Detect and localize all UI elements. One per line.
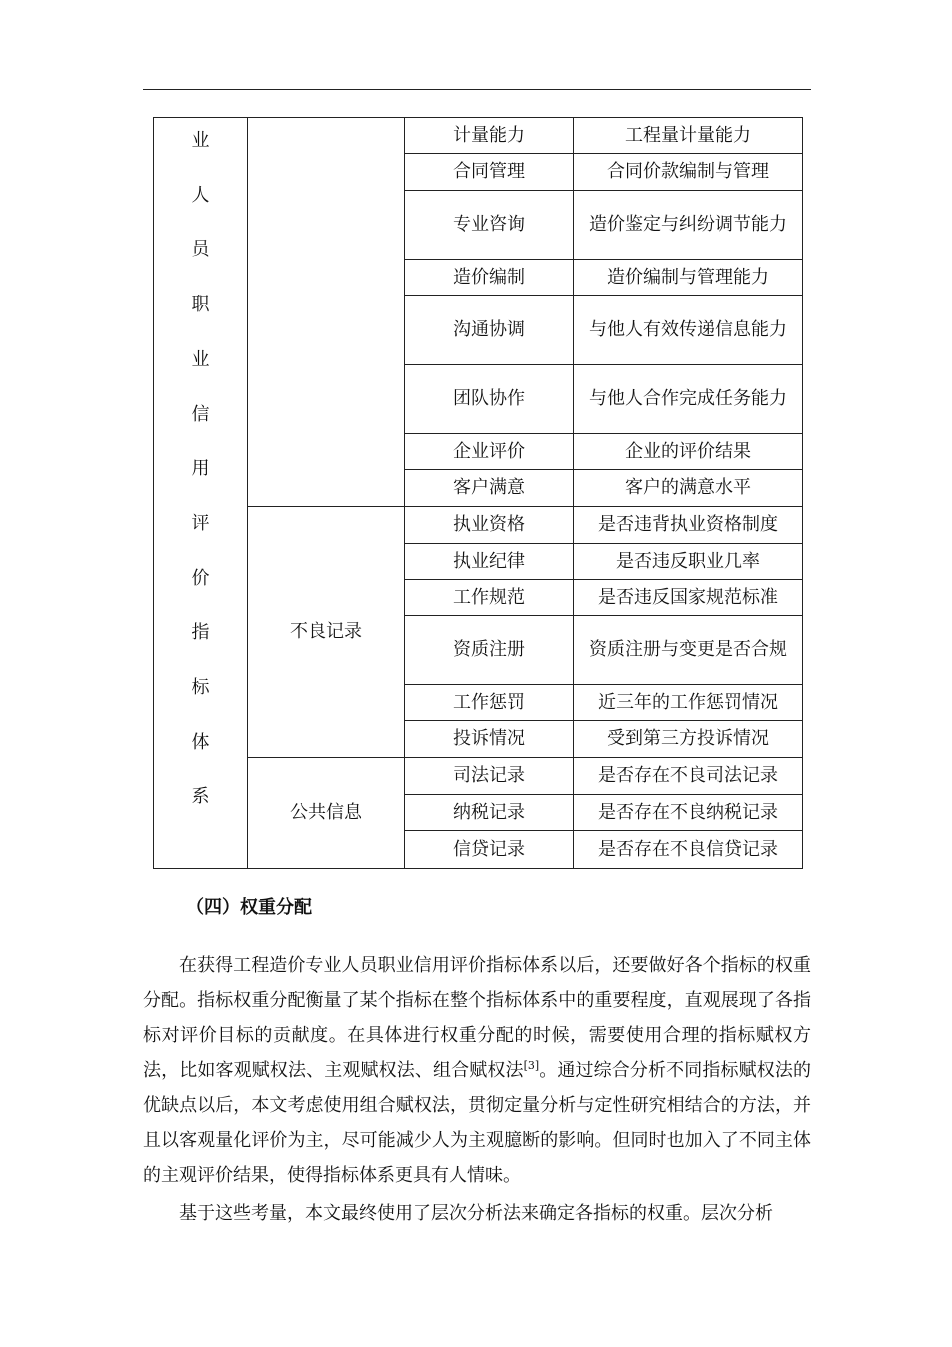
indicator-desc: 与他人有效传递信息能力 [574, 296, 802, 365]
indicator-desc: 受到第三方投诉情况 [574, 721, 802, 758]
indicator-name: 工作规范 [405, 580, 574, 616]
group-name-cell: 不良记录 [248, 507, 405, 758]
indicator-name: 合同管理 [405, 154, 574, 191]
vertical-label-cell [154, 118, 248, 868]
indicator-desc: 工程量计量能力 [574, 118, 802, 154]
table-row [154, 118, 802, 154]
indicator-table [153, 117, 803, 869]
indicator-desc: 是否违背执业资格制度 [574, 507, 802, 544]
indicator-name: 企业评价 [405, 434, 574, 470]
indicator-desc: 是否存在不良纳税记录 [574, 795, 802, 831]
table-row [154, 758, 802, 795]
indicator-desc: 近三年的工作惩罚情况 [574, 685, 802, 721]
indicator-name: 纳税记录 [405, 795, 574, 831]
section-heading: （四）权重分配 [186, 897, 312, 918]
paragraph-text: 。通过综合分析不同指标赋权法的优缺点以后，本文考虑使用组合赋权法，贯彻定量分析与定性研究相结合的方法，并且以客观量化评价为主，尽可能减少人为主观臆断的影响。但同时也加入了不同主体的主观评价结果，使得指标体系更具有人情味。 [143, 1060, 812, 1186]
indicator-name: 资质注册 [405, 616, 574, 685]
indicator-desc: 资质注册与变更是否合规 [574, 616, 802, 685]
indicator-desc: 造价鉴定与纠纷调节能力 [574, 191, 802, 260]
indicator-desc: 造价编制与管理能力 [574, 260, 802, 296]
citation-ref[interactable]: [3] [523, 1059, 540, 1072]
group-name-cell [248, 118, 405, 507]
indicator-desc: 是否违反国家规范标准 [574, 580, 802, 616]
paragraph-text: 在获得工程造价专业人员职业信用评价指标体系以后，还要做好各个指标的权重分配。指标权重分配衡量了某个指标在整个指标体系中的重要程度，直观展现了各指标对评价目标的贡献度。在具体进行权重分配的时候，需要使用合理的指标赋权方法，比如客观赋权法、主观赋权法、组合赋权法 [143, 955, 811, 1081]
indicator-desc: 与他人合作完成任务能力 [574, 365, 802, 434]
indicator-name: 沟通协调 [405, 296, 574, 365]
indicator-name: 计量能力 [405, 118, 574, 154]
table-row [154, 507, 802, 544]
indicator-name: 客户满意 [405, 470, 574, 507]
paragraph-weight-allocation [143, 948, 811, 1193]
indicator-name: 信贷记录 [405, 831, 574, 868]
indicator-desc: 合同价款编制与管理 [574, 154, 802, 191]
indicator-name: 工作惩罚 [405, 685, 574, 721]
indicator-name: 投诉情况 [405, 721, 574, 758]
indicator-name: 团队协作 [405, 365, 574, 434]
indicator-name: 执业资格 [405, 507, 574, 544]
indicator-desc: 是否存在不良信贷记录 [598, 838, 778, 860]
group-name-cell: 公共信息 [248, 758, 405, 868]
indicator-name: 专业咨询 [405, 191, 574, 260]
paragraph-ahp-intro: 基于这些考量，本文最终使用了层次分析法来确定各指标的权重。层次分析 [179, 1203, 773, 1224]
indicator-desc: 企业的评价结果 [574, 434, 802, 470]
indicator-name: 司法记录 [405, 758, 574, 795]
indicator-name: 造价编制 [405, 260, 574, 296]
vertical-label: 业 人 员 职 业 信 用 评 价 指 标 体 系 [191, 130, 210, 808]
indicator-desc: 客户的满意水平 [574, 470, 802, 507]
indicator-name: 执业纪律 [405, 544, 574, 580]
header-rule [143, 89, 811, 90]
indicator-desc: 是否违反职业几率 [574, 544, 802, 580]
indicator-desc: 是否存在不良司法记录 [574, 758, 802, 795]
